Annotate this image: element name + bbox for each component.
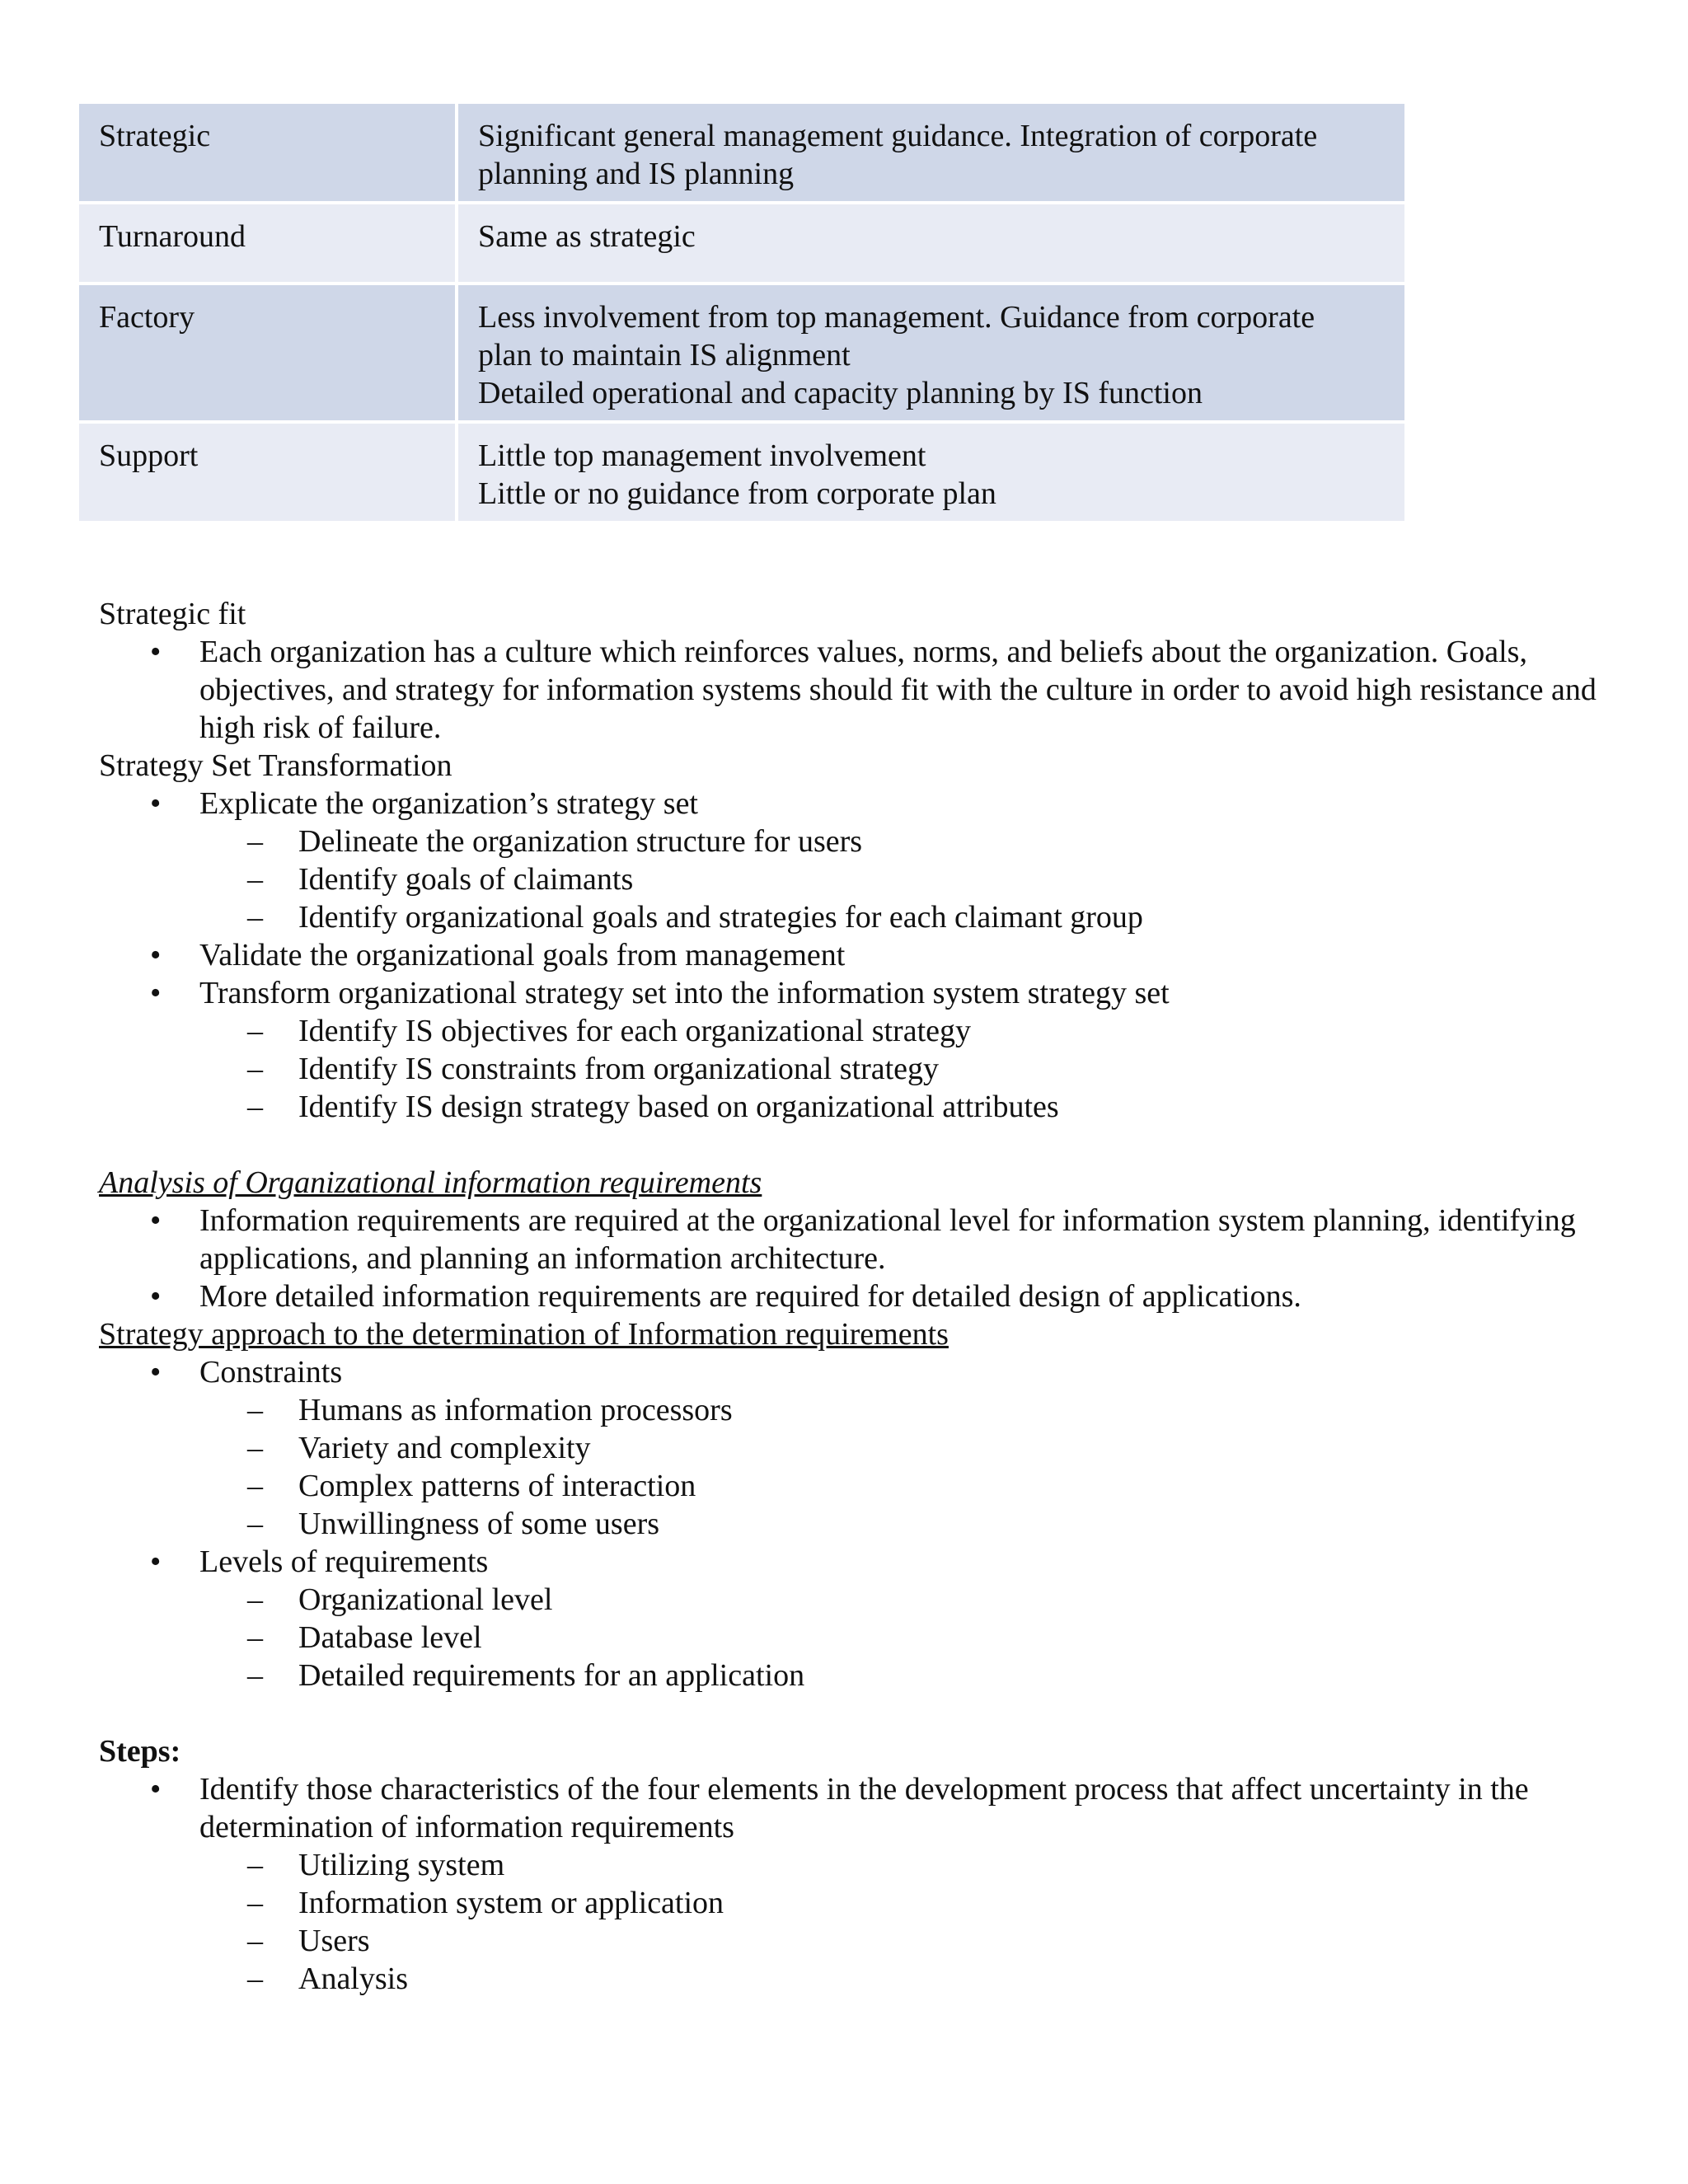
bullet-list xyxy=(99,785,1615,1126)
sub-bullet-item: – Identify IS design strategy based on organizational attributes xyxy=(99,1088,1615,1126)
section-heading-strategy-set: Strategy Set Transformation xyxy=(99,748,452,783)
table-cell-label: Support xyxy=(79,422,457,523)
section-heading-analysis: Analysis of Organizational information requirements xyxy=(99,1165,762,1200)
table-cell-label: Strategic xyxy=(79,104,457,203)
cell-line: Little or no guidance from corporate plan xyxy=(478,476,996,511)
sub-bullet-item: – Identify organizational goals and strategies for each claimant group xyxy=(99,898,1615,936)
bullet-list xyxy=(99,633,1615,747)
bullet-item: • More detailed information requirements are required for detailed design of applications. xyxy=(99,1277,1615,1315)
cell-line: Detailed operational and capacity planning by IS function xyxy=(478,376,1203,410)
bullet-list xyxy=(99,1353,1615,1694)
document-body xyxy=(99,595,1615,1998)
sub-bullet-item: – Delineate the organization structure for users xyxy=(99,823,1615,860)
table-cell-description xyxy=(457,104,1404,203)
sub-bullet-item: – Complex patterns of interaction xyxy=(99,1467,1615,1505)
bullet-list xyxy=(99,1202,1615,1315)
bullet-item: • Constraints xyxy=(99,1353,1615,1391)
cell-line: planning and IS planning xyxy=(478,157,795,191)
table-cell-description xyxy=(457,203,1404,284)
section-heading-steps: Steps: xyxy=(99,1734,181,1769)
sub-bullet-item: – Identify goals of claimants xyxy=(99,860,1615,898)
sub-bullet-item: – Detailed requirements for an application xyxy=(99,1657,1615,1694)
spacer xyxy=(99,1126,1615,1164)
table-row xyxy=(79,284,1404,422)
sub-bullet-item: – Variety and complexity xyxy=(99,1429,1615,1467)
table-cell-label: Turnaround xyxy=(79,203,457,284)
cell-line: Significant general management guidance. Integration of corporate xyxy=(478,119,1318,153)
table-cell-description xyxy=(457,422,1404,523)
table-cell-label: Factory xyxy=(79,284,457,422)
sub-bullet-item: – Information system or application xyxy=(99,1884,1615,1922)
bullet-item: • Identify those characteristics of the four elements in the development process that affect uncertainty in the determination of information requirements xyxy=(99,1770,1615,1846)
sub-bullet-item: – Utilizing system xyxy=(99,1846,1615,1884)
cell-line: Less involvement from top management. Guidance from corporate xyxy=(478,300,1315,335)
bullet-item: • Each organization has a culture which reinforces values, norms, and beliefs about the organization. Goals, objectives, and strategy for information systems should fit with the culture in order to avoid high resistance and high risk of failure. xyxy=(99,633,1615,747)
sub-bullet-item: – Identify IS objectives for each organizational strategy xyxy=(99,1012,1615,1050)
bullet-item: • Validate the organizational goals from management xyxy=(99,936,1615,974)
bullet-list xyxy=(99,1770,1615,1998)
section-heading-strategic-fit: Strategic fit xyxy=(99,597,246,631)
section-heading-approach: Strategy approach to the determination of Information requirements xyxy=(99,1317,949,1352)
sub-bullet-item: – Unwillingness of some users xyxy=(99,1505,1615,1543)
cell-line: plan to maintain IS alignment xyxy=(478,338,851,373)
sub-bullet-item: – Identify IS constraints from organizational strategy xyxy=(99,1050,1615,1088)
table-row xyxy=(79,104,1404,203)
bullet-item: • Transform organizational strategy set into the information system strategy set xyxy=(99,974,1615,1012)
table-row xyxy=(79,422,1404,523)
table-row xyxy=(79,203,1404,284)
role-guidance-table xyxy=(79,104,1404,524)
bullet-item: • Explicate the organization’s strategy set xyxy=(99,785,1615,823)
sub-bullet-item: – Analysis xyxy=(99,1960,1615,1998)
spacer xyxy=(99,1694,1615,1732)
sub-bullet-item: – Database level xyxy=(99,1619,1615,1657)
cell-line: Little top management involvement xyxy=(478,438,926,473)
bullet-item: • Information requirements are required at the organizational level for information system planning, identifying applications, and planning an information architecture. xyxy=(99,1202,1615,1277)
bullet-item: • Levels of requirements xyxy=(99,1543,1615,1581)
cell-line: Same as strategic xyxy=(478,219,696,254)
sub-bullet-item: – Users xyxy=(99,1922,1615,1960)
sub-bullet-item: – Organizational level xyxy=(99,1581,1615,1619)
sub-bullet-item: – Humans as information processors xyxy=(99,1391,1615,1429)
table-cell-description xyxy=(457,284,1404,422)
